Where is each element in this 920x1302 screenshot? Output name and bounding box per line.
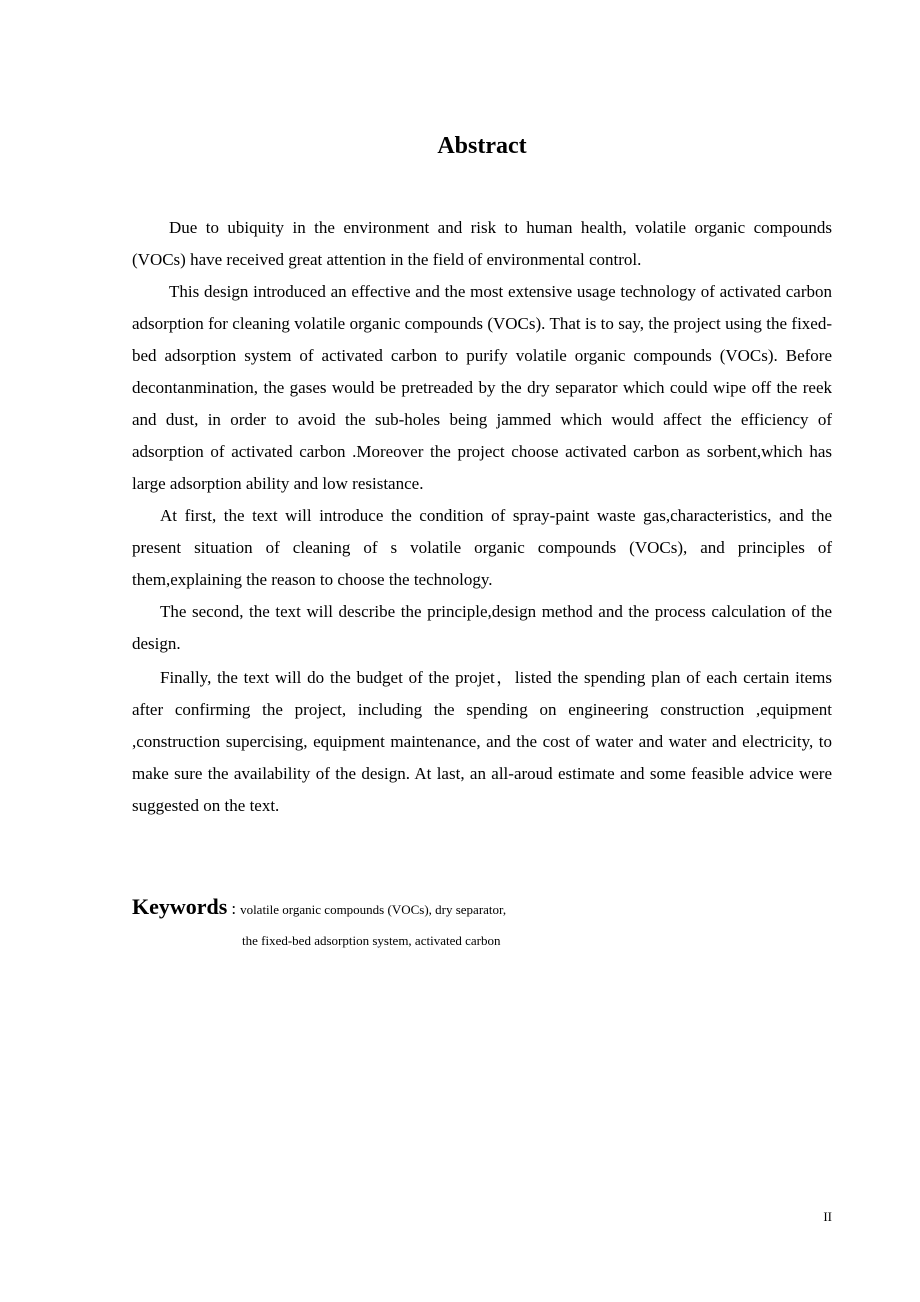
abstract-paragraph: At first, the text will introduce the condition of spray-paint waste gas,characteristics, and the present situation of cleaning of s volatile organic compounds (VOCs), and principles of them,explaining the reason to choose the technology.: [132, 506, 832, 589]
abstract-paragraph: Due to ubiquity in the environment and risk to human health, volatile organic compounds (VOCs) have received great attention in the field of environmental control.: [132, 218, 832, 269]
keywords-section: [132, 892, 832, 955]
abstract-title: Abstract: [437, 133, 527, 159]
keywords-line-1: [132, 892, 832, 925]
abstract-body: [132, 212, 832, 822]
keywords-text-line-2: the fixed-bed adsorption system, activated carbon: [242, 933, 501, 948]
abstract-paragraph: Finally, the text will do the budget of the projet，listed the spending plan of each certain items after confirming the project, including the spending on engineering construction ,equipment ,construction supercising, equipment maintenance, and the cost of water and water and electricity, to make sure the availability of the design. At last, an all-aroud estimate and some feasible advice were suggested on the text.: [132, 668, 832, 815]
keywords-text-line-1: volatile organic compounds (VOCs), dry separator,: [240, 902, 507, 917]
page-number: II: [823, 1209, 832, 1224]
abstract-paragraph: The second, the text will describe the principle,design method and the process calculation of the design.: [132, 602, 832, 653]
keywords-label: Keywords: [132, 894, 228, 919]
keywords-colon: :: [231, 899, 237, 918]
abstract-paragraph: This design introduced an effective and the most extensive usage technology of activated carbon adsorption for cleaning volatile organic compounds (VOCs). That is to say, the project using the fixed-bed adsorption system of activated carbon to purify volatile organic compounds (VOCs). Before decontanmination, the gases would be pretreaded by the dry separator which could wipe off the reek and dust, in order to avoid the sub-holes being jammed which would affect the efficiency of adsorption of activated carbon .Moreover the project choose activated carbon as sorbent,which has large adsorption ability and low resistance.: [132, 282, 832, 493]
